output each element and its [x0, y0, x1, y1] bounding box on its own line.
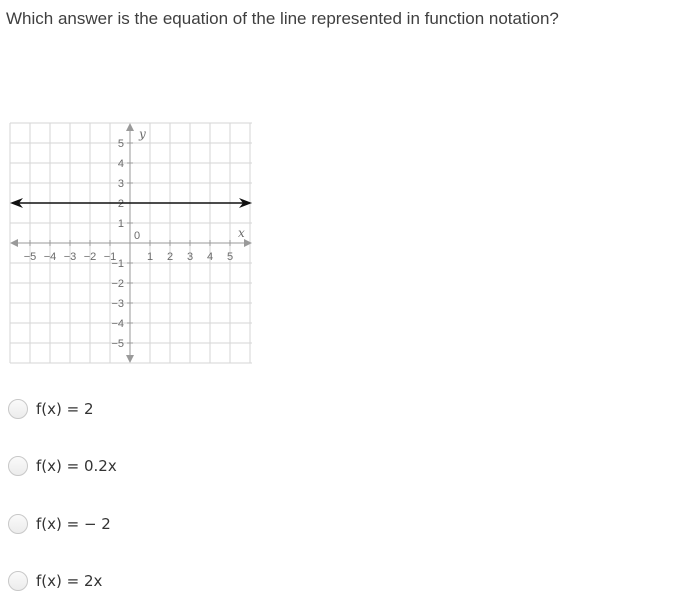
answer-option-2[interactable] [8, 453, 117, 479]
x-tick-label: 1 [146, 251, 154, 263]
x-tick-label: −3 [63, 251, 77, 263]
radio-button-4[interactable] [8, 571, 28, 591]
y-tick-label: −4 [111, 318, 124, 330]
y-tick-label: −1 [111, 258, 124, 270]
y-tick-label: 2 [117, 198, 124, 210]
y-tick-label: 4 [117, 158, 124, 170]
y-axis-label: y [139, 127, 146, 141]
y-tick-label: −5 [111, 338, 124, 350]
x-tick-label: −1 [103, 251, 117, 263]
x-axis-label: x [238, 226, 245, 240]
x-axis-left-arrow-icon [10, 239, 18, 247]
y-axis-down-arrow-icon [126, 355, 134, 363]
radio-button-3[interactable] [8, 514, 28, 534]
y-tick-label: −3 [111, 298, 124, 310]
x-tick-label: −2 [83, 251, 97, 263]
y-tick-label: 1 [117, 218, 124, 230]
origin-label: 0 [134, 230, 141, 242]
answer-option-2-label: f(x) = 0.2x [36, 457, 117, 475]
x-tick-label: 4 [206, 251, 214, 263]
y-tick-label: 3 [117, 178, 124, 190]
answer-option-3[interactable] [8, 511, 111, 537]
x-tick-label: −5 [23, 251, 37, 263]
y-tick-label: −2 [111, 278, 124, 290]
answer-option-1[interactable] [8, 396, 94, 422]
y-tick-label: 5 [117, 138, 124, 150]
answer-option-1-label: f(x) = 2 [36, 400, 94, 418]
x-tick-label: 2 [166, 251, 174, 263]
answer-option-4[interactable] [8, 568, 102, 594]
radio-button-2[interactable] [8, 456, 28, 476]
x-tick-label: −4 [43, 251, 57, 263]
x-axis-right-arrow-icon [244, 239, 252, 247]
answer-option-4-label: f(x) = 2x [36, 572, 103, 590]
answer-option-3-label: f(x) = − 2 [36, 515, 111, 533]
y-axis-up-arrow-icon [126, 123, 134, 131]
x-tick-label: 3 [186, 251, 194, 263]
radio-button-1[interactable] [8, 399, 28, 419]
x-tick-label: 5 [226, 251, 234, 263]
question-text: Which answer is the equation of the line represented in function notation? [6, 9, 559, 28]
